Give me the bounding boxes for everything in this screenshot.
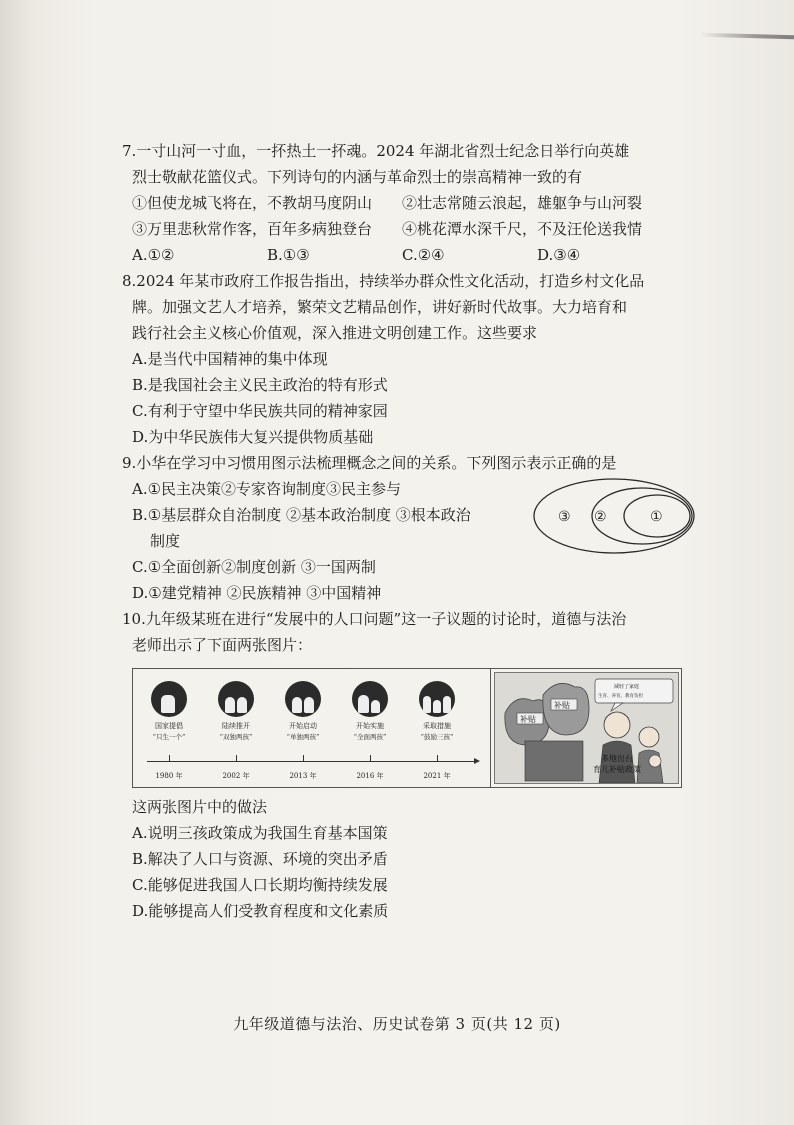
timeline-item-4: [340, 681, 400, 742]
mother-head-icon: [639, 727, 659, 747]
one-child-icon: [151, 681, 187, 717]
timeline-year-5: 2021 年: [423, 772, 451, 780]
q7-options: [122, 242, 682, 268]
timeline-tick: [236, 755, 237, 761]
timeline-year-4: 2016 年: [356, 772, 384, 780]
q7-stem-line-1: 7.一寸山河一寸血，一抔热土一抔魂。2024 年湖北省烈士纪念日举行向英雄: [122, 142, 630, 160]
universal-two-children-icon: [352, 681, 388, 717]
timeline-item-1-policy: “只生一个”: [152, 733, 186, 741]
question-9: [122, 450, 682, 606]
exam-content: [122, 138, 682, 924]
policy-timeline-figure: [133, 669, 491, 787]
question-8: [122, 268, 682, 450]
timeline-item-4-title: 开始实施: [356, 722, 384, 730]
q10-figures: [132, 668, 682, 788]
question-7: [122, 138, 682, 268]
q7-poems-row-2: [122, 216, 682, 242]
bag-label-left: 补贴: [520, 715, 536, 724]
three-children-icon: [419, 681, 455, 717]
q8-stem-line-1: 8.2024 年某市政府工作报告指出，持续举办群众性文化活动，打造乡村文化品: [122, 272, 645, 290]
venn-middle-ellipse: [592, 488, 692, 544]
timeline-item-3-title: 开始启动: [289, 722, 317, 730]
timeline-year-3: 2013 年: [289, 772, 317, 780]
baby-icon: [649, 755, 661, 767]
timeline-item-5: [407, 681, 467, 742]
q7-poem-1: ①但使龙城飞将在，不教胡马度阴山: [132, 194, 373, 212]
timeline-item-1-title: 国家提倡: [155, 722, 183, 730]
podium-icon: [525, 741, 583, 781]
q10-option-b: B.解决了人口与资源、环境的突出矛盾: [132, 850, 388, 868]
timeline-item-4-policy: “全面两孩”: [353, 733, 387, 741]
bag-label-right: 补贴: [554, 701, 570, 710]
q8-stem-line-3: 践行社会主义核心价值观，深入推进文明创建工作。这些要求: [132, 324, 538, 342]
q8-option-d: D.为中华民族伟大复兴提供物质基础: [132, 428, 374, 446]
venn-diagram: [532, 478, 697, 564]
q7-poem-2: ②壮志常随云浪起，雄躯争与山河裂: [402, 194, 643, 212]
timeline-tick: [370, 755, 371, 761]
q9-option-b-line-2: 制度: [150, 532, 181, 550]
timeline-year-2: 2002 年: [222, 772, 250, 780]
cartoon-caption-1: 多地出台: [601, 754, 633, 763]
q9-option-c: C.①全面创新②制度创新 ③一国两制: [132, 558, 376, 576]
venn-label-outer: ③: [558, 509, 571, 525]
q7-option-d: D.③④: [537, 246, 581, 264]
cartoon-caption-2: 育儿补贴政策: [593, 765, 641, 774]
q10-option-d: D.能够提高人们受教育程度和文化素质: [132, 902, 389, 920]
subsidy-cartoon: [494, 672, 679, 784]
q7-option-b: B.①③: [267, 246, 310, 264]
q7-stem-line-2: 烈士敬献花篮仪式。下列诗句的内涵与革命烈士的崇高精神一致的有: [132, 168, 583, 186]
page-footer: 九年级道德与法治、历史试卷第 3 页(共 12 页): [233, 1015, 561, 1033]
q9-option-b-line-1: B.①基层群众自治制度 ②基本政治制度 ③根本政治: [132, 506, 471, 524]
timeline-axis: [147, 761, 477, 762]
two-children-icon: [218, 681, 254, 717]
timeline-item-1: [139, 681, 199, 742]
q8-option-b: B.是我国社会主义民主政治的特有形式: [132, 376, 388, 394]
timeline-item-5-policy: “鼓励三孩”: [420, 733, 454, 741]
timeline-item-2: [206, 681, 266, 742]
timeline-tick: [437, 755, 438, 761]
q9-option-a: A.①民主决策②专家咨询制度③民主参与: [132, 480, 402, 498]
timeline-item-3-policy: “单独两孩”: [286, 733, 320, 741]
q7-poem-3: ③万里悲秋常作客，百年多病独登台: [132, 220, 373, 238]
q10-option-a: A.说明三孩政策成为我国生育基本国策: [132, 824, 388, 842]
bubble-text-1: 减轻了家庭: [614, 684, 640, 690]
bubble-text-2: 生育、养育、教育负担: [598, 694, 643, 699]
q7-poem-4: ④桃花潭水深千尺，不及汪伦送我情: [402, 220, 643, 238]
subsidy-cartoon-illustration: [495, 673, 678, 783]
q7-option-a: A.①②: [132, 246, 175, 264]
timeline-tick: [169, 755, 170, 761]
q10-stem-line-1: 10.九年级某班在进行“发展中的人口问题”这一子议题的讨论时，道德与法治: [122, 610, 627, 628]
q7-poems-row-1: [122, 190, 682, 216]
timeline-item-2-policy: “双独两孩”: [219, 733, 253, 741]
q8-option-a: A.是当代中国精神的集中体现: [132, 350, 328, 368]
speech-bubble: [595, 679, 673, 703]
q9-stem: 9.小华在学习中习惯用图示法梳理概念之间的关系。下列图示表示正确的是: [122, 454, 617, 472]
q7-option-c: C.②④: [402, 246, 445, 264]
q8-option-c: C.有利于守望中华民族共同的精神家园: [132, 402, 388, 420]
timeline-arrow-icon: [474, 758, 480, 764]
q10-option-c: C.能够促进我国人口长期均衡持续发展: [132, 876, 388, 894]
timeline-item-2-title: 陆续推开: [222, 722, 250, 730]
venn-label-inner: ①: [650, 509, 663, 525]
venn-label-middle: ②: [594, 509, 607, 525]
timeline-item-3: [273, 681, 333, 742]
q8-stem-line-2: 牌。加强文艺人才培养，繁荣文艺精品创作，讲好新时代故事。大力培育和: [132, 298, 628, 316]
q10-question-stem: 这两张图片中的做法: [132, 798, 268, 816]
timeline-year-1: 1980 年: [155, 772, 183, 780]
timeline-item-5-title: 采取措施: [423, 722, 451, 730]
q9-option-d: D.①建党精神 ②民族精神 ③中国精神: [132, 584, 382, 602]
question-10: [122, 606, 682, 924]
q9-options-block: [122, 476, 682, 606]
q10-stem-line-2: 老师出示了下面两张图片：: [132, 636, 313, 654]
single-two-children-icon: [285, 681, 321, 717]
timeline-tick: [303, 755, 304, 761]
